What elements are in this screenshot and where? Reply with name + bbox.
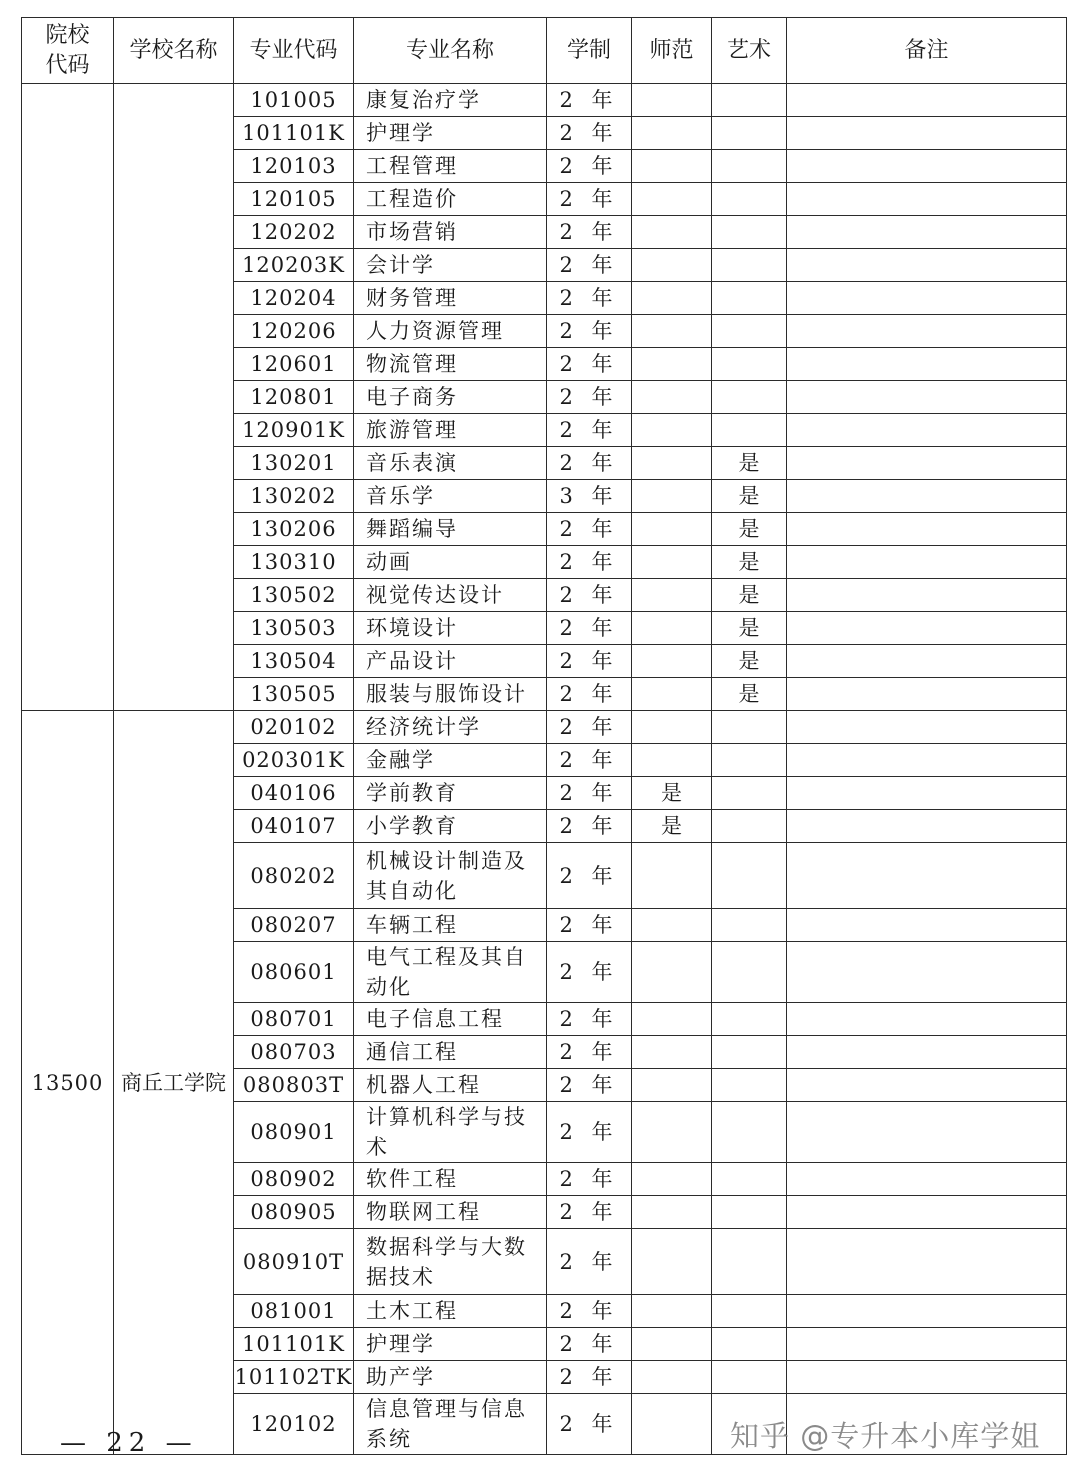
major-name-cell: 学前教育	[354, 777, 547, 810]
normal-flag-cell	[632, 84, 712, 117]
art-flag-cell	[712, 117, 787, 150]
remarks-cell	[787, 249, 1067, 282]
normal-flag-cell	[632, 1196, 712, 1229]
duration-cell: 2 年	[547, 1003, 632, 1036]
duration-cell: 2 年	[547, 282, 632, 315]
normal-flag-cell: 是	[632, 777, 712, 810]
major-code-cell: 020301K	[234, 744, 354, 777]
duration-cell: 2 年	[547, 348, 632, 381]
major-code-cell: 101101K	[234, 1328, 354, 1361]
remarks-cell	[787, 216, 1067, 249]
duration-cell: 3 年	[547, 480, 632, 513]
normal-flag-cell	[632, 678, 712, 711]
normal-flag-cell	[632, 282, 712, 315]
remarks-cell	[787, 1361, 1067, 1394]
remarks-cell	[787, 480, 1067, 513]
major-code-cell: 080207	[234, 909, 354, 942]
school-code-cell: 13500	[22, 711, 114, 1455]
major-name-cell: 计算机科学与技术	[354, 1102, 547, 1163]
header-art: 艺术	[712, 18, 787, 84]
remarks-cell	[787, 414, 1067, 447]
normal-flag-cell	[632, 1295, 712, 1328]
remarks-cell	[787, 183, 1067, 216]
duration-cell: 2 年	[547, 84, 632, 117]
header-major-name: 专业名称	[354, 18, 547, 84]
remarks-cell	[787, 579, 1067, 612]
major-name-cell: 市场营销	[354, 216, 547, 249]
art-flag-cell: 是	[712, 612, 787, 645]
remarks-cell	[787, 1163, 1067, 1196]
major-code-cell: 120601	[234, 348, 354, 381]
normal-flag-cell	[632, 1003, 712, 1036]
remarks-cell	[787, 810, 1067, 843]
duration-cell: 2 年	[547, 711, 632, 744]
majors-table	[21, 17, 1067, 1455]
remarks-cell	[787, 546, 1067, 579]
duration-cell: 2 年	[547, 1328, 632, 1361]
normal-flag-cell: 是	[632, 810, 712, 843]
duration-cell: 2 年	[547, 1196, 632, 1229]
remarks-cell	[787, 348, 1067, 381]
art-flag-cell	[712, 1163, 787, 1196]
major-code-cell: 080901	[234, 1102, 354, 1163]
major-code-cell: 040107	[234, 810, 354, 843]
major-code-cell: 120103	[234, 150, 354, 183]
major-code-cell: 120801	[234, 381, 354, 414]
art-flag-cell	[712, 1003, 787, 1036]
remarks-cell	[787, 282, 1067, 315]
duration-cell: 2 年	[547, 909, 632, 942]
major-code-cell: 120204	[234, 282, 354, 315]
duration-cell: 2 年	[547, 645, 632, 678]
normal-flag-cell	[632, 744, 712, 777]
remarks-cell	[787, 1295, 1067, 1328]
art-flag-cell	[712, 414, 787, 447]
normal-flag-cell	[632, 645, 712, 678]
major-code-cell: 130201	[234, 447, 354, 480]
normal-flag-cell	[632, 447, 712, 480]
major-code-cell: 130206	[234, 513, 354, 546]
remarks-cell	[787, 513, 1067, 546]
duration-cell: 2 年	[547, 777, 632, 810]
major-name-cell: 电气工程及其自动化	[354, 942, 547, 1003]
major-name-cell: 土木工程	[354, 1295, 547, 1328]
school-name-cell: 商丘工学院	[114, 711, 234, 1455]
watermark: 知乎 @专升本小库学姐	[730, 1419, 1041, 1453]
duration-cell: 2 年	[547, 447, 632, 480]
major-name-cell: 视觉传达设计	[354, 579, 547, 612]
art-flag-cell	[712, 711, 787, 744]
art-flag-cell	[712, 744, 787, 777]
table-row	[22, 711, 1067, 744]
major-name-cell: 产品设计	[354, 645, 547, 678]
art-flag-cell: 是	[712, 480, 787, 513]
school-code-cell	[22, 84, 114, 711]
duration-cell: 2 年	[547, 1229, 632, 1295]
remarks-cell	[787, 381, 1067, 414]
major-code-cell: 130504	[234, 645, 354, 678]
remarks-cell	[787, 117, 1067, 150]
major-code-cell: 130502	[234, 579, 354, 612]
normal-flag-cell	[632, 315, 712, 348]
duration-cell: 2 年	[547, 183, 632, 216]
remarks-cell	[787, 1229, 1067, 1295]
table-body	[22, 84, 1067, 1455]
remarks-cell	[787, 678, 1067, 711]
remarks-cell	[787, 645, 1067, 678]
major-name-cell: 服装与服饰设计	[354, 678, 547, 711]
major-name-cell: 电子信息工程	[354, 1003, 547, 1036]
major-name-cell: 音乐学	[354, 480, 547, 513]
major-name-cell: 机器人工程	[354, 1069, 547, 1102]
remarks-cell	[787, 1003, 1067, 1036]
normal-flag-cell	[632, 1163, 712, 1196]
remarks-cell	[787, 447, 1067, 480]
major-code-cell: 130202	[234, 480, 354, 513]
major-name-cell: 动画	[354, 546, 547, 579]
duration-cell: 2 年	[547, 612, 632, 645]
page-number: — 22 —	[60, 1428, 198, 1458]
duration-cell: 2 年	[547, 513, 632, 546]
normal-flag-cell	[632, 1069, 712, 1102]
major-name-cell: 工程管理	[354, 150, 547, 183]
major-code-cell: 080701	[234, 1003, 354, 1036]
major-name-cell: 小学教育	[354, 810, 547, 843]
art-flag-cell	[712, 1328, 787, 1361]
major-name-cell: 工程造价	[354, 183, 547, 216]
art-flag-cell	[712, 777, 787, 810]
major-name-cell: 金融学	[354, 744, 547, 777]
major-name-cell: 经济统计学	[354, 711, 547, 744]
duration-cell: 2 年	[547, 678, 632, 711]
art-flag-cell: 是	[712, 447, 787, 480]
major-code-cell: 101102TK	[234, 1361, 354, 1394]
art-flag-cell	[712, 348, 787, 381]
major-name-cell: 软件工程	[354, 1163, 547, 1196]
duration-cell: 2 年	[547, 1163, 632, 1196]
major-code-cell: 080902	[234, 1163, 354, 1196]
normal-flag-cell	[632, 1328, 712, 1361]
major-code-cell: 130503	[234, 612, 354, 645]
art-flag-cell: 是	[712, 546, 787, 579]
majors-table-sheet	[21, 17, 1066, 1455]
header-normal: 师范	[632, 18, 712, 84]
header-remarks: 备注	[787, 18, 1067, 84]
major-code-cell: 130310	[234, 546, 354, 579]
remarks-cell	[787, 1328, 1067, 1361]
duration-cell: 2 年	[547, 942, 632, 1003]
major-name-cell: 物流管理	[354, 348, 547, 381]
art-flag-cell	[712, 1069, 787, 1102]
art-flag-cell	[712, 84, 787, 117]
normal-flag-cell	[632, 612, 712, 645]
duration-cell: 2 年	[547, 381, 632, 414]
normal-flag-cell	[632, 414, 712, 447]
major-name-cell: 通信工程	[354, 1036, 547, 1069]
art-flag-cell	[712, 1229, 787, 1295]
duration-cell: 2 年	[547, 1361, 632, 1394]
normal-flag-cell	[632, 1036, 712, 1069]
normal-flag-cell	[632, 1102, 712, 1163]
header-duration: 学制	[547, 18, 632, 84]
duration-cell: 2 年	[547, 579, 632, 612]
duration-cell: 2 年	[547, 1394, 632, 1455]
art-flag-cell	[712, 1102, 787, 1163]
normal-flag-cell	[632, 183, 712, 216]
major-code-cell: 080703	[234, 1036, 354, 1069]
school-name-cell	[114, 84, 234, 711]
major-code-cell: 101101K	[234, 117, 354, 150]
art-flag-cell	[712, 1361, 787, 1394]
normal-flag-cell	[632, 117, 712, 150]
art-flag-cell	[712, 843, 787, 909]
major-name-cell: 护理学	[354, 1328, 547, 1361]
major-name-cell: 人力资源管理	[354, 315, 547, 348]
normal-flag-cell	[632, 579, 712, 612]
normal-flag-cell	[632, 216, 712, 249]
normal-flag-cell	[632, 1394, 712, 1455]
duration-cell: 2 年	[547, 1102, 632, 1163]
major-name-cell: 舞蹈编导	[354, 513, 547, 546]
normal-flag-cell	[632, 1361, 712, 1394]
major-code-cell: 080803T	[234, 1069, 354, 1102]
normal-flag-cell	[632, 348, 712, 381]
major-name-cell: 助产学	[354, 1361, 547, 1394]
major-name-cell: 财务管理	[354, 282, 547, 315]
major-code-cell: 120901K	[234, 414, 354, 447]
major-code-cell: 101005	[234, 84, 354, 117]
major-code-cell: 120202	[234, 216, 354, 249]
header-school-code: 院校代码	[22, 18, 114, 84]
remarks-cell	[787, 909, 1067, 942]
remarks-cell	[787, 1102, 1067, 1163]
remarks-cell	[787, 1036, 1067, 1069]
art-flag-cell: 是	[712, 579, 787, 612]
normal-flag-cell	[632, 513, 712, 546]
header-school-name: 学校名称	[114, 18, 234, 84]
remarks-cell	[787, 711, 1067, 744]
remarks-cell	[787, 942, 1067, 1003]
major-name-cell: 物联网工程	[354, 1196, 547, 1229]
art-flag-cell	[712, 150, 787, 183]
normal-flag-cell	[632, 843, 712, 909]
duration-cell: 2 年	[547, 216, 632, 249]
art-flag-cell	[712, 942, 787, 1003]
art-flag-cell	[712, 315, 787, 348]
header-major-code: 专业代码	[234, 18, 354, 84]
remarks-cell	[787, 84, 1067, 117]
art-flag-cell	[712, 249, 787, 282]
major-name-cell: 电子商务	[354, 381, 547, 414]
major-name-cell: 会计学	[354, 249, 547, 282]
major-code-cell: 081001	[234, 1295, 354, 1328]
major-code-cell: 080905	[234, 1196, 354, 1229]
normal-flag-cell	[632, 1229, 712, 1295]
duration-cell: 2 年	[547, 810, 632, 843]
major-name-cell: 机械设计制造及其自动化	[354, 843, 547, 909]
major-code-cell: 080601	[234, 942, 354, 1003]
art-flag-cell	[712, 1295, 787, 1328]
remarks-cell	[787, 1196, 1067, 1229]
major-name-cell: 环境设计	[354, 612, 547, 645]
duration-cell: 2 年	[547, 546, 632, 579]
duration-cell: 2 年	[547, 1295, 632, 1328]
art-flag-cell: 是	[712, 513, 787, 546]
art-flag-cell: 是	[712, 645, 787, 678]
table-row	[22, 84, 1067, 117]
major-code-cell: 080202	[234, 843, 354, 909]
table-header	[22, 18, 1067, 84]
remarks-cell	[787, 843, 1067, 909]
major-name-cell: 康复治疗学	[354, 84, 547, 117]
duration-cell: 2 年	[547, 1069, 632, 1102]
normal-flag-cell	[632, 480, 712, 513]
remarks-cell	[787, 612, 1067, 645]
normal-flag-cell	[632, 711, 712, 744]
major-name-cell: 信息管理与信息系统	[354, 1394, 547, 1455]
normal-flag-cell	[632, 909, 712, 942]
major-name-cell: 护理学	[354, 117, 547, 150]
duration-cell: 2 年	[547, 843, 632, 909]
normal-flag-cell	[632, 546, 712, 579]
major-code-cell: 120105	[234, 183, 354, 216]
art-flag-cell	[712, 1196, 787, 1229]
major-code-cell: 080910T	[234, 1229, 354, 1295]
art-flag-cell	[712, 1036, 787, 1069]
normal-flag-cell	[632, 942, 712, 1003]
major-code-cell: 040106	[234, 777, 354, 810]
duration-cell: 2 年	[547, 150, 632, 183]
normal-flag-cell	[632, 150, 712, 183]
remarks-cell	[787, 744, 1067, 777]
major-code-cell: 130505	[234, 678, 354, 711]
remarks-cell	[787, 315, 1067, 348]
major-name-cell: 数据科学与大数据技术	[354, 1229, 547, 1295]
major-name-cell: 音乐表演	[354, 447, 547, 480]
major-code-cell: 120203K	[234, 249, 354, 282]
art-flag-cell	[712, 282, 787, 315]
duration-cell: 2 年	[547, 1036, 632, 1069]
art-flag-cell	[712, 183, 787, 216]
major-code-cell: 120206	[234, 315, 354, 348]
art-flag-cell	[712, 216, 787, 249]
duration-cell: 2 年	[547, 414, 632, 447]
remarks-cell	[787, 150, 1067, 183]
remarks-cell	[787, 777, 1067, 810]
major-name-cell: 旅游管理	[354, 414, 547, 447]
art-flag-cell: 是	[712, 678, 787, 711]
remarks-cell	[787, 1069, 1067, 1102]
duration-cell: 2 年	[547, 249, 632, 282]
normal-flag-cell	[632, 381, 712, 414]
art-flag-cell	[712, 810, 787, 843]
art-flag-cell	[712, 381, 787, 414]
art-flag-cell	[712, 909, 787, 942]
duration-cell: 2 年	[547, 744, 632, 777]
major-code-cell: 120102	[234, 1394, 354, 1455]
duration-cell: 2 年	[547, 117, 632, 150]
major-name-cell: 车辆工程	[354, 909, 547, 942]
duration-cell: 2 年	[547, 315, 632, 348]
normal-flag-cell	[632, 249, 712, 282]
major-code-cell: 020102	[234, 711, 354, 744]
